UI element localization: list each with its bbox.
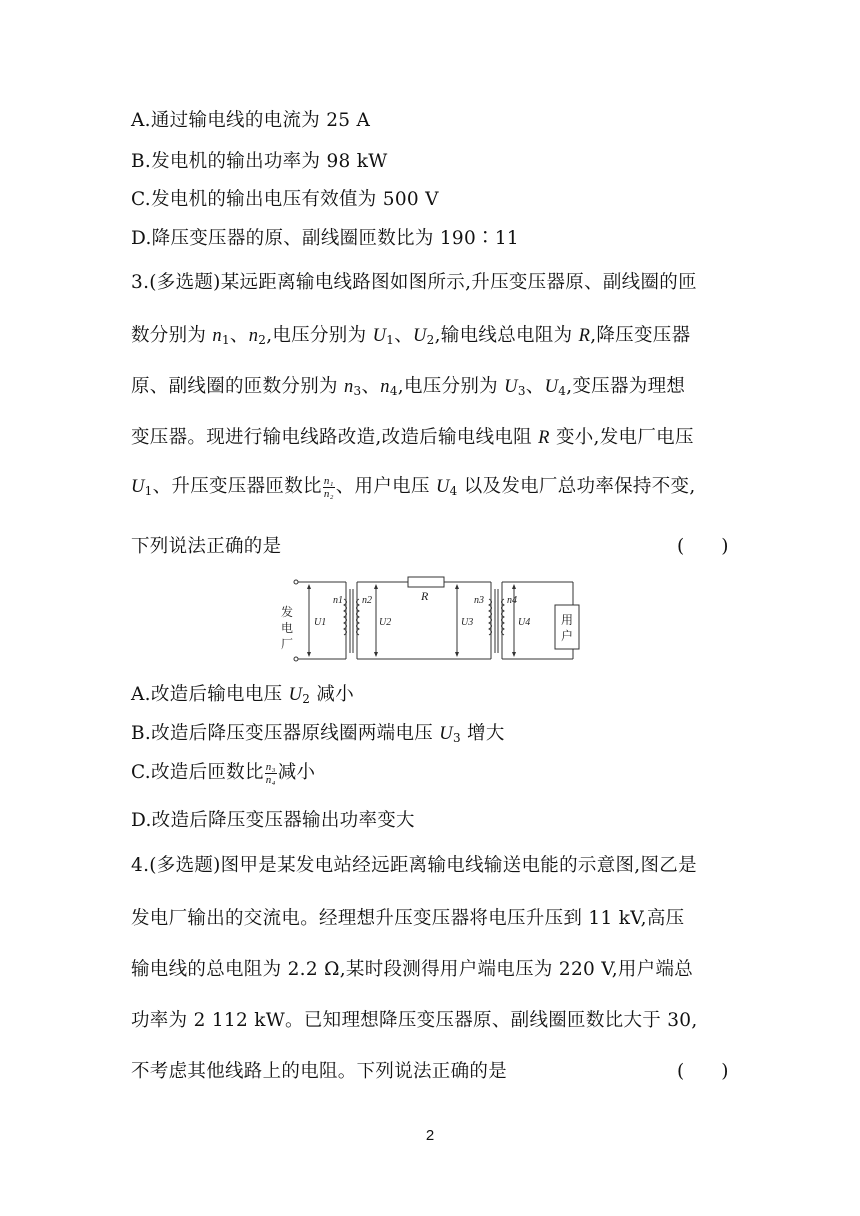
var: n: [380, 377, 390, 397]
text: C.改造后匝数比: [131, 762, 264, 783]
q3-option-a: [131, 680, 354, 706]
plant-char-2: 电: [281, 621, 294, 635]
var: n: [343, 377, 354, 397]
text: 、: [229, 325, 249, 346]
circuit-diagram: [278, 573, 588, 667]
text: 、: [525, 376, 545, 397]
var: R: [538, 428, 550, 448]
sub: 2: [302, 692, 311, 706]
var: U: [544, 377, 559, 397]
text: 变压器。现进行输电线路改造,改造后输电线电阻: [131, 427, 539, 448]
text: ,输电线总电阻为: [434, 325, 579, 346]
q3-line1-text: 某远距离输电线路图如图所示,升压变压器原、副线圈的匝: [220, 272, 697, 293]
var: U: [372, 326, 387, 346]
frac-den: n₂: [323, 487, 334, 500]
q3-line-6: 下列说法正确的是: [131, 536, 282, 557]
var: R: [578, 326, 591, 346]
q3-answer-paren: ( ): [677, 536, 729, 557]
text: 变小,发电厂电压: [549, 427, 694, 448]
plant-char-1: 发: [281, 605, 294, 619]
plant-char-3: 厂: [281, 637, 294, 651]
text: 、升压变压器匝数比: [152, 476, 322, 497]
text: 、用户电压: [335, 476, 436, 497]
var: U: [439, 724, 453, 744]
sub: 3: [353, 384, 362, 398]
sub: 3: [517, 384, 526, 398]
text: A.改造后输电电压: [131, 684, 289, 705]
q3-option-b: [131, 719, 505, 745]
sub: 4: [558, 384, 567, 398]
label-n1: n1: [333, 595, 343, 606]
q4-line-5: 不考虑其他线路上的电阻。下列说法正确的是: [131, 1061, 508, 1082]
text: B.改造后降压变压器原线圈两端电压: [131, 723, 440, 744]
var: U: [413, 326, 427, 346]
q4-line-1: 4.(多选题)图甲是某发电站经远距离输电线输送电能的示意图,图乙是: [131, 855, 697, 876]
text: 、: [394, 325, 413, 346]
sub: 4: [449, 484, 458, 498]
text: ,降压变压器: [590, 325, 691, 346]
text: 以及发电厂总功率保持不变,: [457, 476, 696, 497]
q3-number: 3.: [131, 272, 150, 293]
text: 数分别为: [131, 325, 213, 346]
user-char-2: 户: [561, 629, 574, 643]
q3-tag: (多选题): [149, 272, 221, 293]
q2-option-a: A.通过输电线的电流为 25 A: [131, 110, 371, 131]
q3-line-4: [131, 423, 694, 449]
label-n4: n4: [507, 595, 517, 606]
text: 减小: [310, 684, 355, 705]
q2-option-b: B.发电机的输出功率为 98 kW: [131, 151, 388, 172]
fraction-n3-n4: [265, 761, 277, 786]
frac-den: n₄: [265, 773, 276, 786]
q3-line-3: [131, 372, 685, 398]
label-u3: U3: [461, 617, 474, 628]
var: U: [435, 477, 450, 497]
text: 原、副线圈的匝数分别为: [131, 376, 344, 397]
q3-line-1: [131, 268, 697, 294]
text: 减小: [277, 762, 316, 783]
text: 增大: [460, 723, 505, 744]
label-u2: U2: [379, 617, 392, 628]
sub: 1: [221, 333, 230, 347]
sub: 1: [144, 484, 153, 498]
q4-line-2: 发电厂输出的交流电。经理想升压变压器将电压升压到 11 kV,高压: [131, 908, 685, 929]
label-n3: n3: [474, 595, 484, 606]
label-n2: n2: [362, 595, 372, 606]
q4-line-3: 输电线的总电阻为 2.2 Ω,某时段测得用户端电压为 220 V,用户端总: [131, 959, 694, 980]
text: ,电压分别为: [397, 376, 505, 397]
var: n: [248, 326, 259, 346]
text: 、: [361, 376, 381, 397]
q2-option-c: C.发电机的输出电压有效值为 500 V: [131, 189, 439, 210]
sub: 2: [258, 333, 267, 347]
var: U: [504, 377, 518, 397]
text: ,电压分别为: [266, 325, 373, 346]
q2-option-d: D.降压变压器的原、副线圈匝数比为 190∶11: [131, 228, 519, 249]
fraction-n1-n2: [323, 475, 335, 500]
label-u1: U1: [314, 617, 327, 628]
frac-num: n₃: [265, 760, 276, 773]
q3-line-5: [131, 472, 696, 500]
page-number: 2: [425, 1127, 435, 1144]
sub: 2: [426, 333, 435, 347]
var: n: [212, 326, 222, 346]
sub: 1: [386, 333, 395, 347]
q3-option-c: [131, 758, 315, 786]
q4-line-4: 功率为 2 112 kW。已知理想降压变压器原、副线圈匝数比大于 30,: [131, 1010, 698, 1031]
sub: 3: [452, 731, 461, 745]
var: U: [131, 477, 145, 497]
user-char-1: 用: [561, 613, 574, 627]
var: U: [288, 685, 303, 705]
sub: 4: [389, 384, 398, 398]
text: ,变压器为理想: [566, 376, 686, 397]
label-u4: U4: [518, 617, 531, 628]
frac-num: n₁: [323, 474, 334, 487]
q3-option-d: D.改造后降压变压器输出功率变大: [131, 810, 415, 831]
label-r: R: [421, 589, 429, 603]
q3-line-2: [131, 321, 690, 347]
q4-answer-paren: ( ): [677, 1061, 729, 1082]
